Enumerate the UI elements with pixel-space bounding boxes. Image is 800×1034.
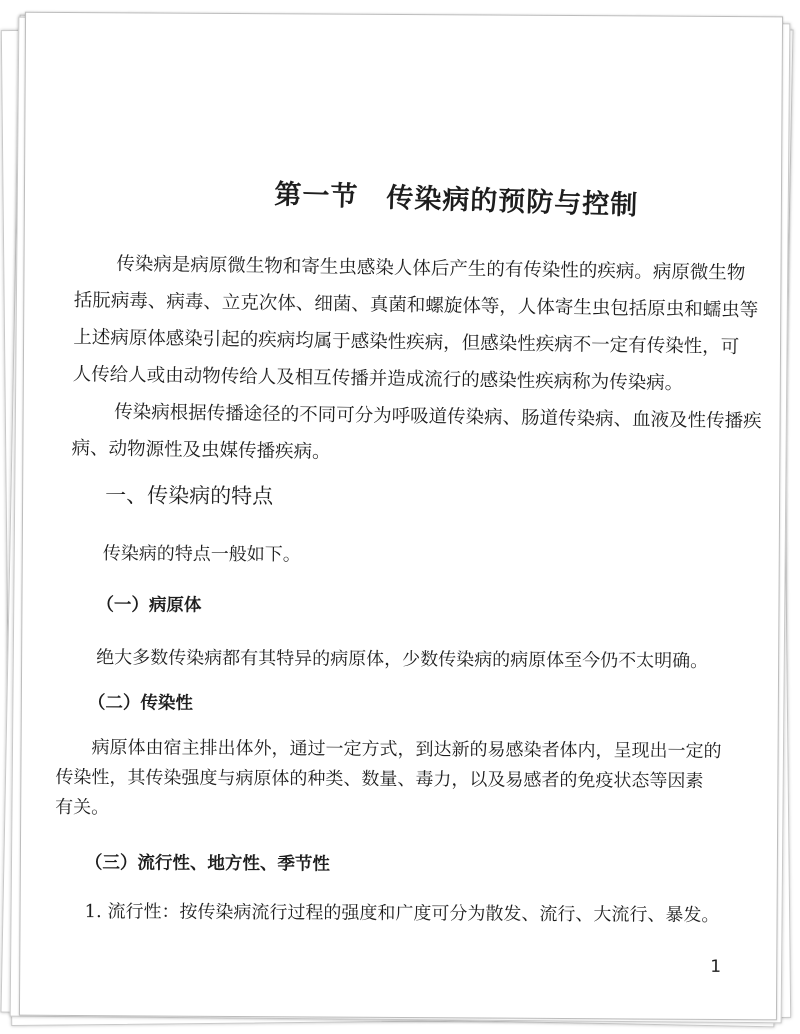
text-line: 上述病原体感染引起的疾病均属于感染性疾病，但感染性疾病不一定有传染性，可 xyxy=(73,326,740,358)
list-item: 1. 流行性：按传染病流行过程的强度和广度可分为散发、流行、大流行、暴发。 xyxy=(84,901,720,926)
subsection-heading: （三）流行性、地方性、季节性 xyxy=(84,853,330,875)
subsection-paragraph xyxy=(55,733,722,827)
text-line: 传染性，其传染强度与病原体的种类、数量、毒力，以及易感者的免疫状态等因素 xyxy=(55,766,704,792)
page-title xyxy=(274,172,639,222)
section-lead: 传染病的特点一般如下。 xyxy=(102,543,301,566)
text-line: 有关。 xyxy=(55,796,110,819)
subsection-text: 绝大多数传染病都有其特异的病原体，少数传染病的病原体至今仍不太明确。 xyxy=(96,647,709,672)
text-line: 括朊病毒、病毒、立克次体、细菌、真菌和螺旋体等，人体寄生虫包括原虫和蠕虫等 xyxy=(73,289,759,322)
page-number: 1 xyxy=(710,956,722,977)
section-heading: 一、传染病的特点 xyxy=(105,483,274,509)
text-line: 病、动物源性及虫媒传播疾病。 xyxy=(71,437,331,463)
document-page xyxy=(19,12,783,1021)
intro-paragraph xyxy=(71,245,783,478)
text-segment: 传染病是病原微生物和寄生虫感染人体后产生的有传染性的疾病。 xyxy=(116,253,653,283)
subsection-heading: （一）病原体 xyxy=(96,595,202,616)
section-number: 第一节 xyxy=(273,179,359,213)
section-title: 传染病的预防与控制 xyxy=(385,182,639,222)
text-line: 人传给人或由动物传给人及相互传播并造成流行的感染性疾病称为传染病。 xyxy=(72,363,684,395)
subsection-heading: （二）传染性 xyxy=(87,693,193,714)
text-line: 传染病根据传播途径的不同可分为呼吸道传染病、肠道传染病、血液及性传播疾 xyxy=(114,401,762,433)
text-segment: 病原微生物 xyxy=(652,261,746,284)
text-line: 病原体由宿主排出体外，通过一定方式，到达新的易感染者体内，呈现出一定的 xyxy=(91,737,722,762)
